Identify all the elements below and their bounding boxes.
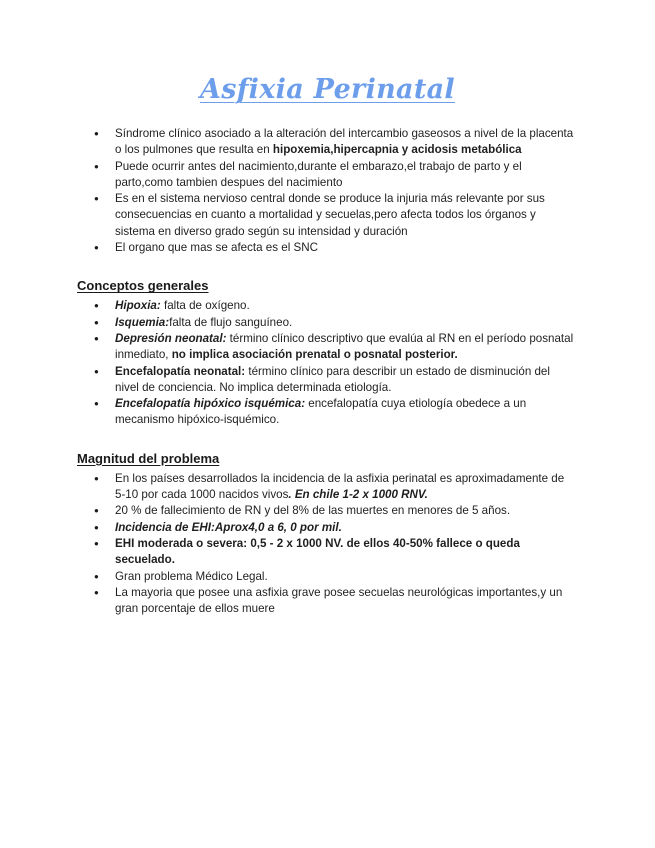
list-item: ● En los países desarrollados la incidencia de la asfixia perinatal es aproximadamente de 5-10 por cada 1000 nacidos vivos. En chile 1-2 x 1000 RNV. [77, 471, 577, 504]
intro-list [77, 126, 577, 256]
list-item: ● Isquemia:falta de flujo sanguíneo. [77, 315, 577, 331]
list-item: ● Depresión neonatal: término clínico descriptivo que evalúa al RN en el período posnatal inmediato, no implica asociación prenatal o posnatal posterior. [77, 331, 577, 364]
document-body [77, 126, 577, 617]
conceptos-list [77, 298, 577, 428]
list-item: ● Encefalopatía hipóxico isquémica: encefalopatía cuya etiología obedece a un mecanismo hipóxico-isquémico. [77, 396, 577, 429]
list-item: ● Es en el sistema nervioso central donde se produce la injuria más relevante por sus consecuencias en cuanto a mortalidad y secuelas,pero afecta todos los órganos y sistema en diverso grado según su intensidad y duración [77, 191, 577, 240]
list-item: ● Puede ocurrir antes del nacimiento,durante el embarazo,el trabajo de parto y el parto,como tambien despues del nacimiento [77, 159, 577, 192]
list-item: ● Hipoxia: falta de oxígeno. [77, 298, 577, 314]
list-item: ● Gran problema Médico Legal. [77, 569, 577, 585]
document-title: Asfixia Perinatal [200, 74, 455, 105]
list-item: ● 20 % de fallecimiento de RN y del 8% de las muertes en menores de 5 años. [77, 503, 577, 519]
list-item: ● Encefalopatía neonatal: término clínico para describir un estado de disminución del nivel de conciencia. No implica determinada etiología. [77, 364, 577, 397]
section-heading-magnitud: Magnitud del problema [77, 450, 220, 466]
list-item: ● La mayoria que posee una asfixia grave posee secuelas neurológicas importantes,y un gran porcentaje de ellos muere [77, 585, 577, 618]
magnitud-list [77, 471, 577, 618]
list-item: ● Síndrome clínico asociado a la alteración del intercambio gaseosos a nivel de la placenta o los pulmones que resulta en hipoxemia,hipercapnia y acidosis metabólica [77, 126, 577, 159]
section-heading-conceptos: Conceptos generales [77, 278, 209, 294]
list-item: ● Incidencia de EHI:Aprox4,0 a 6, 0 por mil. [77, 520, 577, 536]
list-item: ● EHI moderada o severa: 0,5 - 2 x 1000 NV. de ellos 40-50% fallece o queda secuelado. [77, 536, 577, 569]
list-item: ● El organo que mas se afecta es el SNC [77, 240, 577, 256]
